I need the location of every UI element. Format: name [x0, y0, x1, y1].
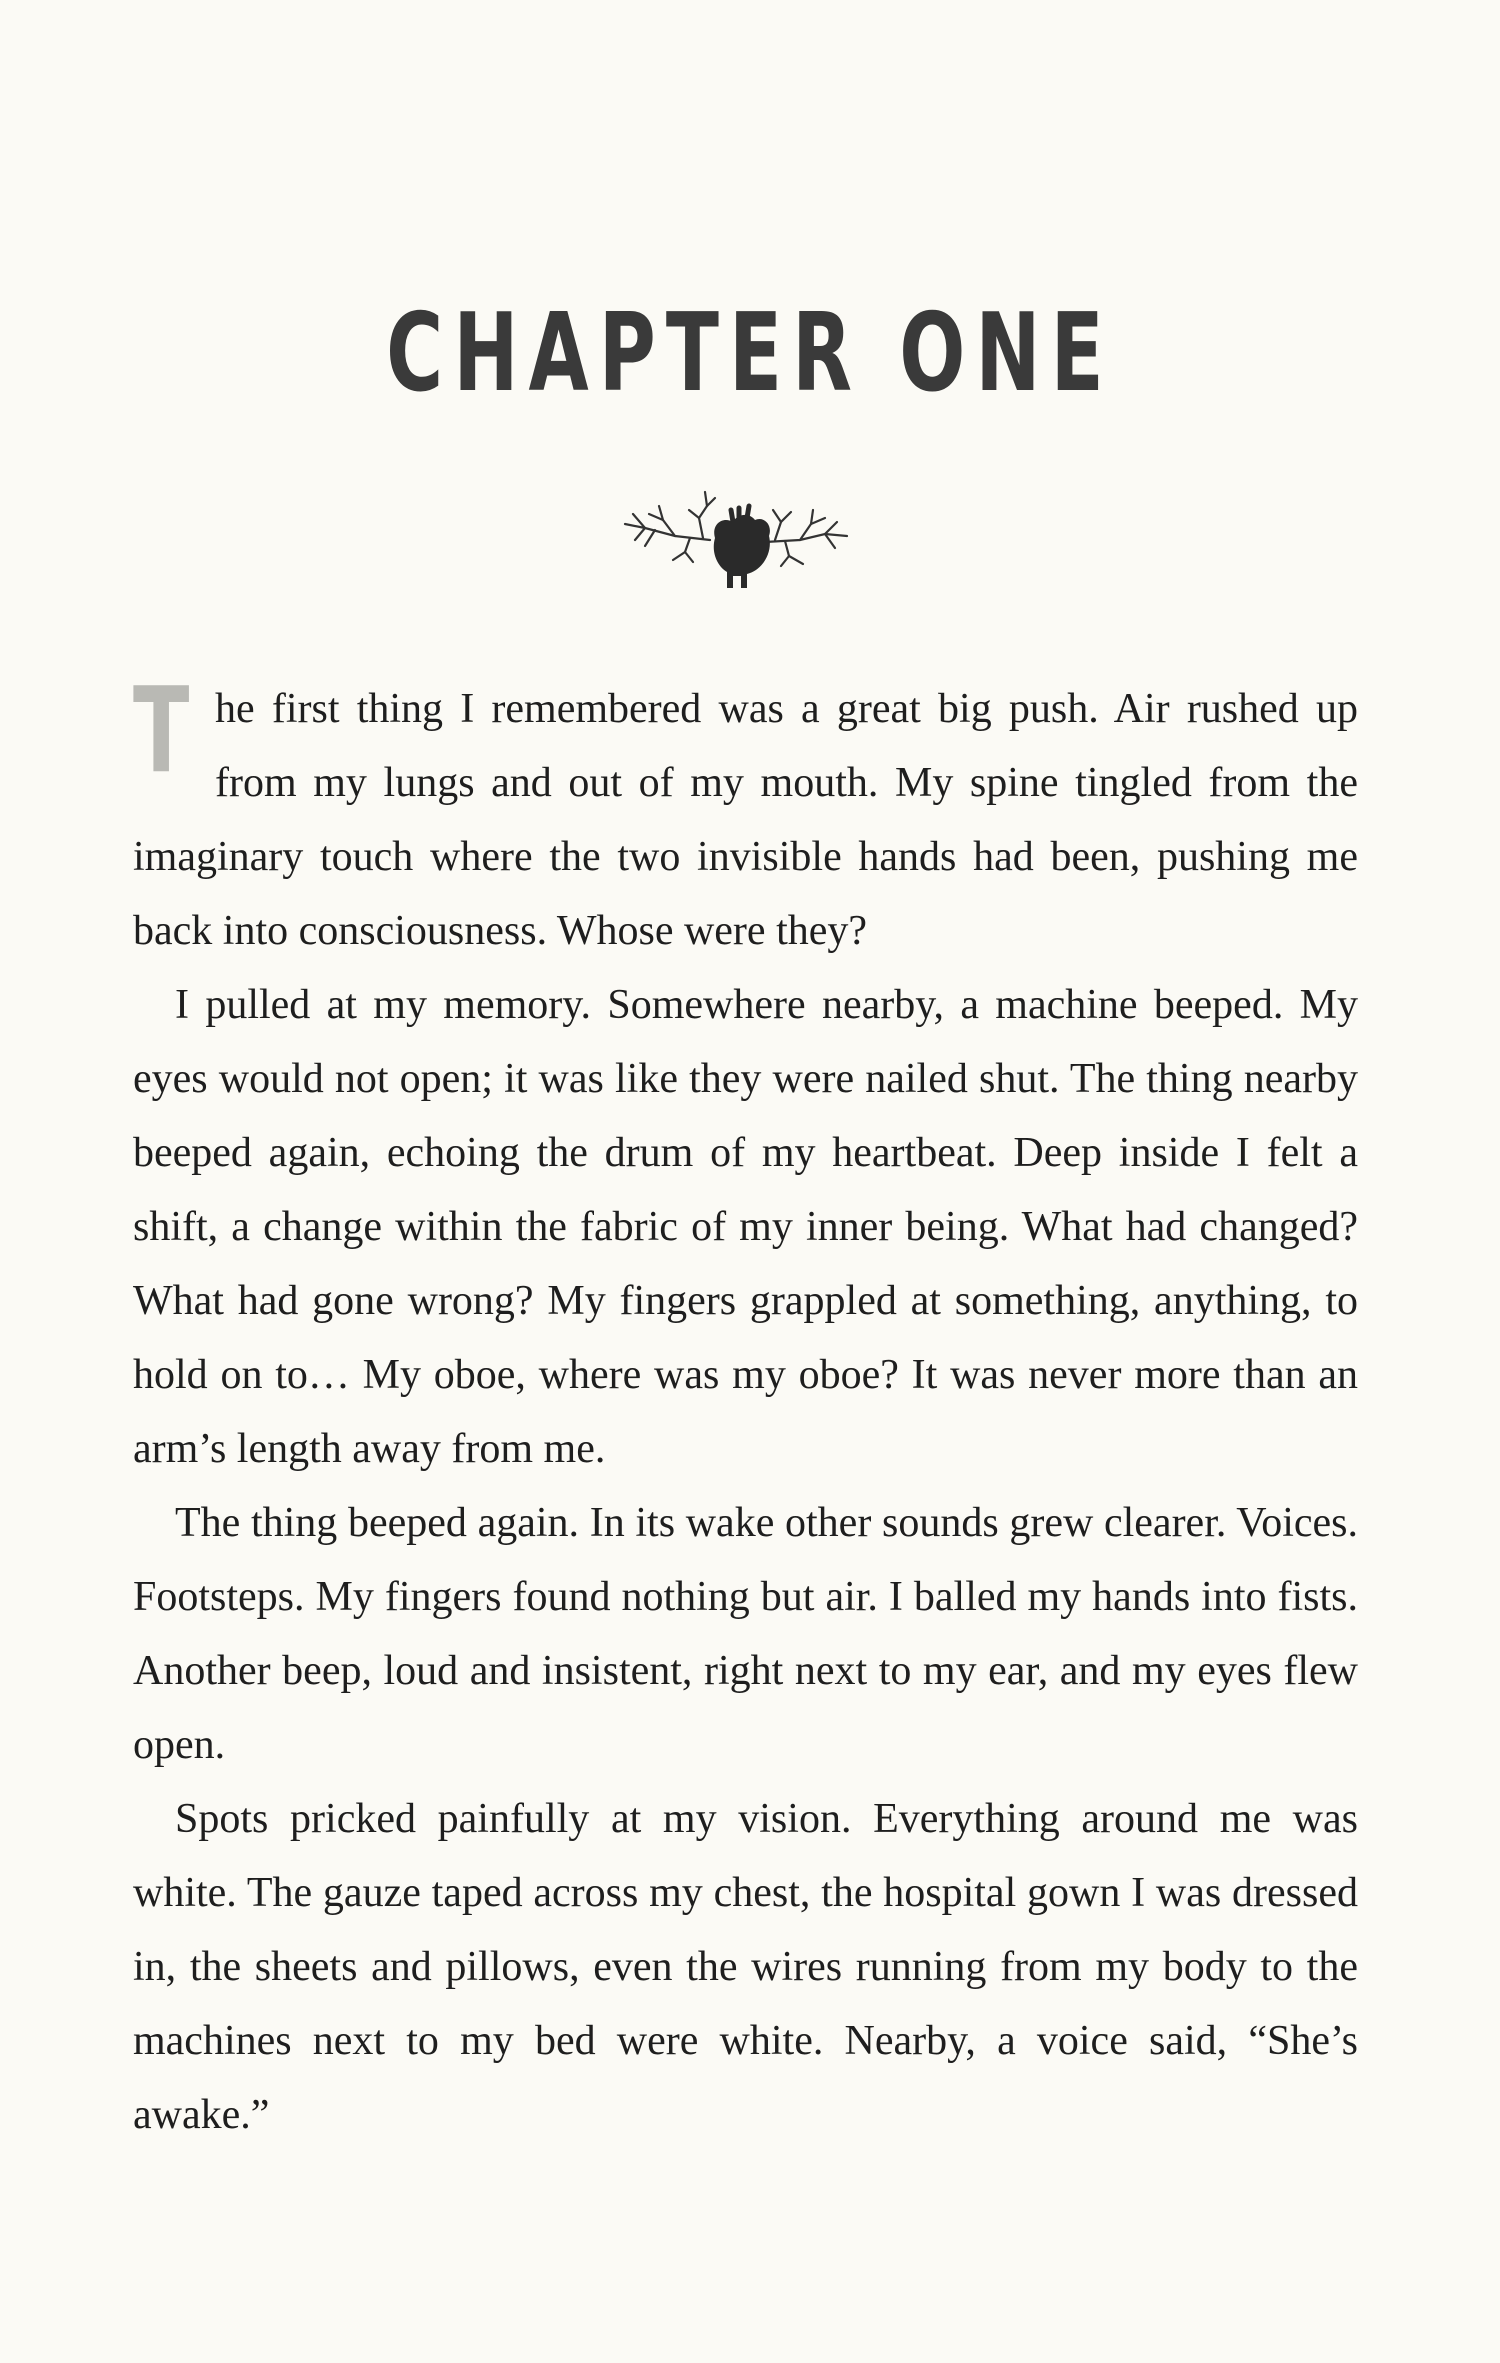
chapter-title: CHAPTER ONE	[386, 291, 1114, 416]
paragraph-1-text: he first thing I remembered was a great big push. Air rushed up from my lungs and out of my mouth. My spine tingled from the imaginary touch where the two invisible hands had been, pushing me back into consciousness. Whose were they?	[133, 686, 1358, 954]
chapter-body	[133, 661, 1358, 2152]
paragraph-3: The thing beeped again. In its wake other sounds grew clearer. Voices. Footsteps. My fingers found nothing but air. I balled my hands into fists. Another beep, loud and insistent, right next to my ear, and my eyes flew open.	[133, 1500, 1358, 1768]
paragraph-4: Spots pricked painfully at my vision. Everything around me was white. The gauze taped across my chest, the hospital gown I was dressed in, the sheets and pillows, even the wires running from my body to the machines next to my bed were white. Nearby, a voice said, “She’s awake.”	[133, 1796, 1358, 2138]
paragraph-2: I pulled at my memory. Somewhere nearby, a machine beeped. My eyes would not open; it was like they were nailed shut. The thing nearby beeped again, echoing the drum of my heartbeat. Deep inside I felt a shift, a change within the fabric of my inner being. What had changed? What had gone wrong? My fingers grappled at something, anything, to hold on to… My oboe, where was my oboe? It was never more than an arm’s length away from me.	[133, 982, 1358, 1472]
drop-cap: T	[133, 661, 190, 799]
paragraph-1	[133, 661, 1358, 968]
branch-heart-ornament-icon	[615, 470, 855, 600]
